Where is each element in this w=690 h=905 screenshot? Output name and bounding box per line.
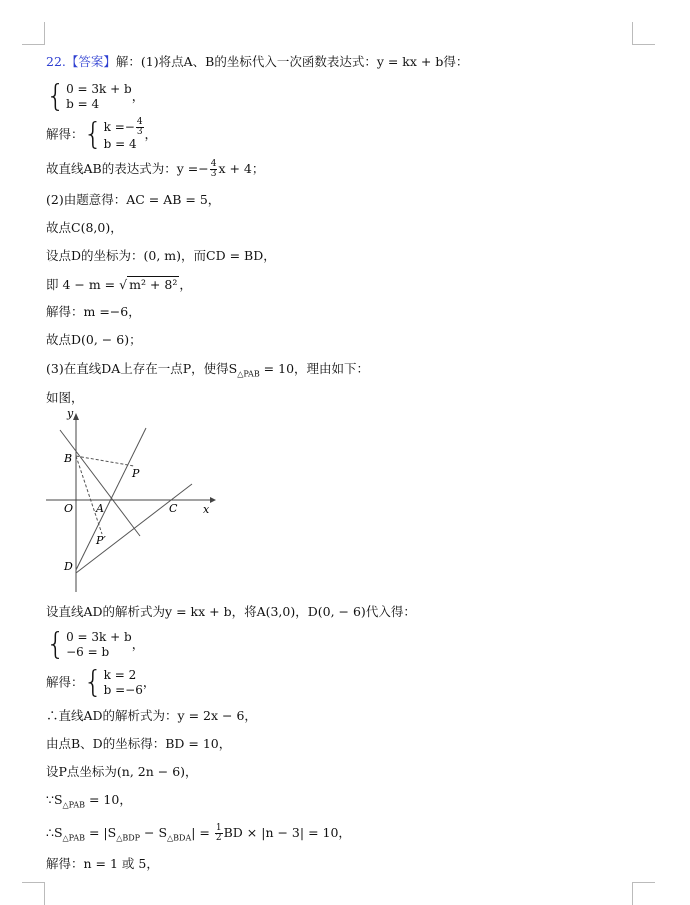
- segment-bp: [76, 456, 134, 466]
- part2-line6: 故点D(0, − 6)；: [46, 332, 142, 347]
- solution-1: 解得： { k =− $\frac{4}{3}$ b = 4 ，: [46, 117, 158, 152]
- line-ab: [60, 430, 140, 536]
- part3-line9: 解得：n = 1 或 5，: [46, 856, 159, 871]
- label-p-prime: P′: [96, 534, 106, 547]
- y-axis-arrow: [73, 413, 79, 420]
- sys1-row1: 0 = 3k + b: [66, 82, 132, 96]
- part2-line2: 故点C(8,0)，: [46, 220, 123, 235]
- crop-mark-bottom-left: [22, 882, 45, 905]
- system-2: { 0 = 3k + b −6 = b ，: [46, 627, 145, 662]
- label-y: y: [67, 410, 74, 420]
- problem-header: [46, 54, 468, 70]
- sol-k: k =− $\frac{4}{3}$: [103, 117, 143, 137]
- part3-line7: $\because S_{\triangle PAB} = 10$，: [46, 792, 132, 810]
- geometry-figure: [40, 410, 220, 600]
- part3-line5: 由点B、D的坐标得：BD = 10，: [46, 736, 232, 751]
- crop-mark-top-right: [632, 22, 655, 45]
- part3-line2: 如图，: [46, 390, 84, 405]
- part3-line4: ∴直线AD的解析式为：y = 2x − 6，: [46, 708, 257, 723]
- line-dc: [76, 484, 192, 573]
- system-1: { 0 = 3k + b b = 4 ，: [46, 79, 145, 114]
- sol2-row1: k = 2: [103, 668, 137, 682]
- sys2-row1: 0 = 3k + b: [66, 630, 132, 644]
- part3-line1: (3)在直线DA上存在一点P，使得$S_{\triangle PAB} = 10$，理由如下：: [46, 361, 370, 379]
- label-b: B: [64, 452, 73, 465]
- part2-line3: 设点D的坐标为：(0, m)，而CD = BD，: [46, 248, 276, 263]
- crop-mark-bottom-right: [632, 882, 655, 905]
- part2-line5: 解得：m =−6，: [46, 304, 141, 319]
- sol2-row2: b =−6: [103, 683, 143, 697]
- sol-b: b = 4: [103, 137, 137, 151]
- part2-line1: (2)由题意得：AC = AB = 5，: [46, 192, 221, 207]
- solution-2: 解得： { k = 2 b =−6 ，: [46, 665, 156, 700]
- problem-intro: 解：(1)将点A、B的坐标代入一次函数表达式：y = kx + b得：: [115, 54, 469, 69]
- answer-tag: 【答案】: [65, 54, 116, 69]
- label-o: O: [64, 502, 74, 515]
- part3-line3: 设直线AD的解析式为y = kx + b，将A(3,0)，D(0, − 6)代入得：: [46, 604, 416, 619]
- label-d: D: [64, 560, 73, 573]
- sys1-row2: b = 4: [66, 97, 100, 111]
- part2-line4: 即 4 − m = √ m² + 8² ，: [46, 277, 192, 292]
- line-da: [76, 428, 146, 570]
- crop-mark-top-left: [22, 22, 45, 45]
- ab-expression: 故直线AB的表达式为：y =− $\frac{4}{3}$ x + 4；: [46, 159, 265, 179]
- part3-line6: 设P点坐标为(n, 2n − 6)，: [46, 764, 198, 779]
- part3-line8: $\therefore S_{\triangle PAB} = |S_{\triangle BDP} - S_{\triangle BDA}|$ = $\frac{1}{2}$ BD × |n − 3| = 10，: [46, 823, 351, 843]
- x-axis-arrow: [210, 497, 216, 503]
- problem-number: 22.: [46, 54, 66, 69]
- label-c: C: [169, 502, 178, 515]
- label-a: A: [96, 502, 104, 515]
- label-p: P: [132, 467, 140, 480]
- sys2-row2: −6 = b: [66, 645, 110, 659]
- label-x: x: [203, 503, 210, 516]
